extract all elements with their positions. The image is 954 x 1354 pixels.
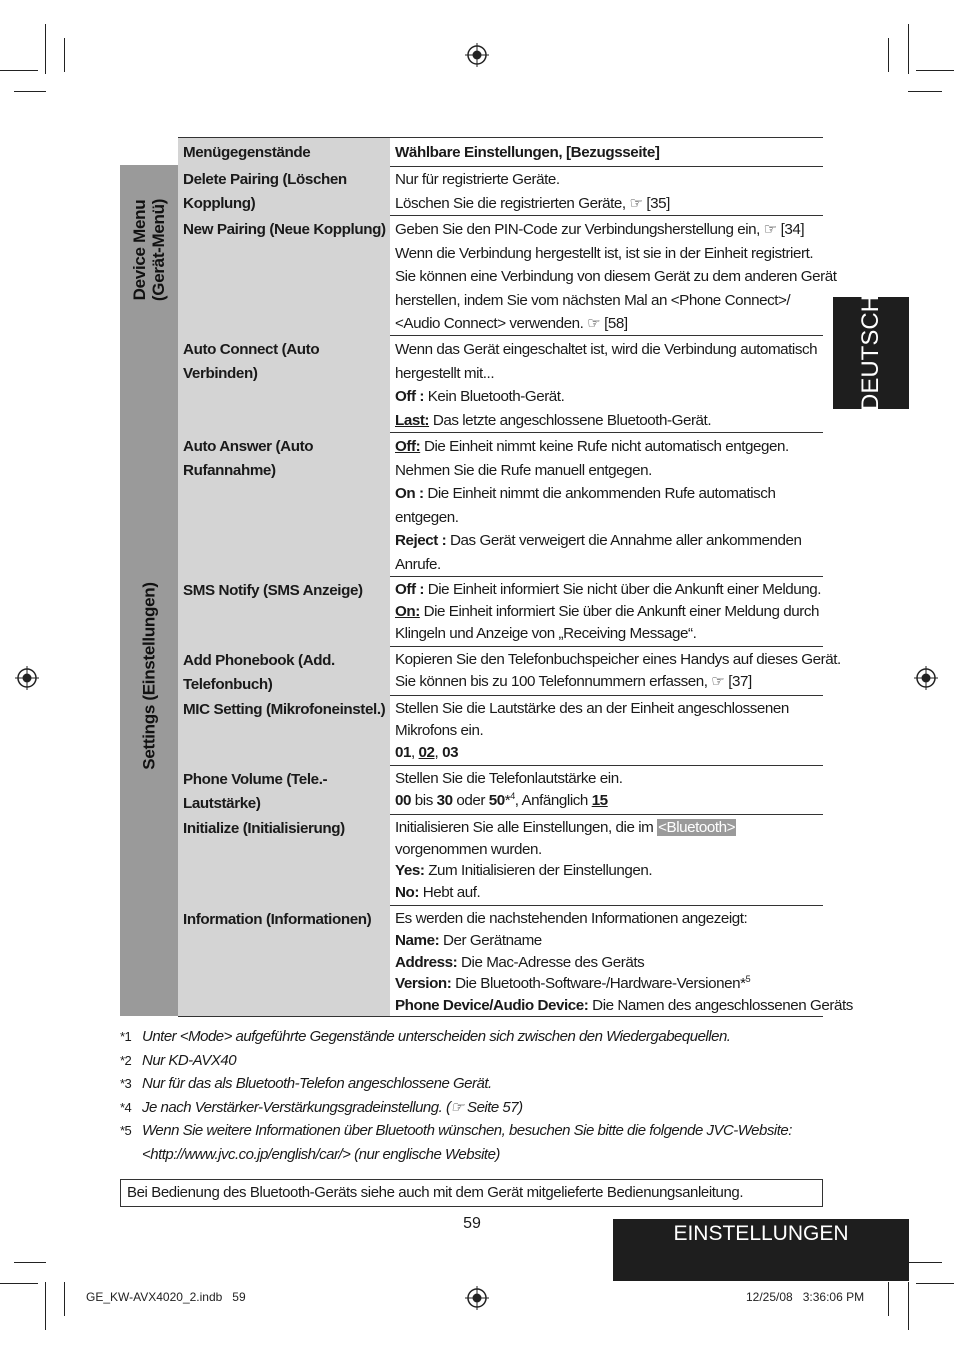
table-row: New Pairing (Neue Kopplung) Geben Sie den PIN-Code zur Verbindungsherstellung ein, ☞ [34] Wenn die Verbindung hergestellt ist, ist sie in der Einheit registriert. Sie können eine Verbindung von diesem Gerät zu dem anderen Gerät herstellen, indem Sie vom nächsten Mal an <Phone Connect>/ <Audio Connect> verwenden. ☞ [58] xyxy=(178,215,823,336)
menu-item-label: MIC Setting (Mikrofoneinstel.) xyxy=(183,701,386,718)
menu-item-label: Initialize (Initialisierung) xyxy=(183,820,345,837)
crop-mark xyxy=(14,91,46,92)
menu-item-label: Auto Connect (Auto Verbinden) xyxy=(183,341,320,382)
crop-mark xyxy=(908,1262,942,1263)
menu-item-label: Auto Answer (Auto Rufannahme) xyxy=(183,438,314,479)
crop-mark xyxy=(916,70,954,71)
table-row: SMS Notify (SMS Anzeige) Off : Die Einheit informiert Sie nicht über die Ankunft einer Meldung. On: Die Einheit informiert Sie über die Ankunft einer Meldung durch Klingeln und Anzeige von „Receiving Message“. xyxy=(178,576,823,647)
group-label-device-menu: Device Menu (Gerät-Menü) xyxy=(130,198,168,302)
crop-mark xyxy=(64,1282,65,1316)
crop-mark xyxy=(0,1283,38,1284)
table-row: Delete Pairing (Löschen Kopplung) Nur für registrierte Geräte. Löschen Sie die registrierten Geräte, ☞ [35] xyxy=(178,165,823,216)
table-row: Information (Informationen) Es werden die nachstehenden Informationen angezeigt: Name: Der Gerätname Address: Die Mac-Adresse des Geräts Version: Die Bluetooth-Software-/Hardware-Versionen*$^5$ Phone Device/Audio Device: Die Namen des angeschlossenen Geräts xyxy=(178,905,823,1017)
language-tab xyxy=(833,294,909,412)
crop-mark xyxy=(908,91,942,92)
header-settings: Wählbare Einstellungen, [Bezugsseite] xyxy=(395,144,660,161)
crop-mark xyxy=(45,1282,46,1330)
registration-mark-icon xyxy=(914,666,938,690)
crop-mark xyxy=(888,38,889,72)
page-number: 59 xyxy=(463,1215,481,1232)
table-row: Phone Volume (Tele.- Lautstärke) Stellen Sie die Telefonlautstärke ein. 00 bis 30 oder 50*$^4$, Anfänglich 15 xyxy=(178,765,823,815)
table-row: Auto Answer (Auto Rufannahme) Off: Die Einheit nimmt keine Rufe nicht automatisch entgegen. Nehmen Sie die Rufe manuell entgegen. On : Die Einheit nimmt die ankommenden Rufe automatisch entgegen. Reject : Das Gerät verweigert die Annahme aller ankommenden Anrufe. xyxy=(178,432,823,577)
registration-mark-icon xyxy=(15,666,39,690)
menu-item-label: Delete Pairing (Löschen Kopplung) xyxy=(183,171,347,212)
crop-mark xyxy=(908,1282,909,1330)
menu-item-label: Phone Volume (Tele.- Lautstärke) xyxy=(183,771,328,812)
menu-item-label: New Pairing (Neue Kopplung) xyxy=(183,221,386,238)
crop-mark xyxy=(908,24,909,74)
crop-mark xyxy=(45,24,46,74)
table-row: Add Phonebook (Add. Telefonbuch) Kopieren Sie den Telefonbuchspeicher eines Handys auf dieses Gerät. Sie können bis zu 100 Telefonnummern erfassen, ☞ [37] xyxy=(178,646,823,696)
crop-mark xyxy=(916,1283,954,1284)
footer-timestamp: 12/25/08 3:36:06 PM xyxy=(746,1290,865,1304)
table-row: MIC Setting (Mikrofoneinstel.) Stellen Sie die Lautstärke des an der Einheit angeschlossenen Mikrofons ein. 01, 02, 03 xyxy=(178,695,823,766)
bluetooth-menu-highlight: <Bluetooth> xyxy=(658,819,736,836)
group-label-settings: Settings (Einstellungen) xyxy=(139,581,159,770)
crop-mark xyxy=(888,1282,889,1316)
registration-mark-icon xyxy=(465,1286,489,1310)
note-box xyxy=(120,1179,823,1207)
registration-mark-icon xyxy=(465,43,489,67)
group-device-menu xyxy=(120,165,178,335)
table-row: Initialize (Initialisierung) Initialisieren Sie alle Einstellungen, die im <Bluetooth> vorgenommen wurden. Yes: Zum Initialisieren der Einstellungen. No: Hebt auf. xyxy=(178,814,823,906)
menu-item-label: Information (Informationen) xyxy=(183,911,372,928)
note-text: Bei Bedienung des Bluetooth-Geräts siehe auch mit dem Gerät mitgelieferte Bedienungsanleitung. xyxy=(127,1184,744,1201)
header-menu-items: Menügegenstände xyxy=(183,144,311,161)
footer-file: GE_KW-AVX4020_2.indb 59 xyxy=(86,1290,246,1304)
table-header xyxy=(178,137,823,167)
language-tab-label: DEUTSCH xyxy=(857,294,884,412)
group-settings xyxy=(120,335,178,1016)
menu-item-label: SMS Notify (SMS Anzeige) xyxy=(183,582,363,599)
crop-mark xyxy=(64,38,65,72)
section-tab xyxy=(613,1219,909,1281)
menu-item-label: Add Phonebook (Add. Telefonbuch) xyxy=(183,652,335,693)
table-row: Auto Connect (Auto Verbinden) Wenn das Gerät eingeschaltet ist, wird die Verbindung automatisch hergestellt mit... Off : Kein Bluetooth-Gerät. Last: Das letzte angeschlossene Bluetooth-Gerät. xyxy=(178,335,823,433)
crop-mark xyxy=(0,70,38,71)
crop-mark xyxy=(14,1262,46,1263)
section-tab-label: EINSTELLUNGEN xyxy=(673,1222,849,1245)
